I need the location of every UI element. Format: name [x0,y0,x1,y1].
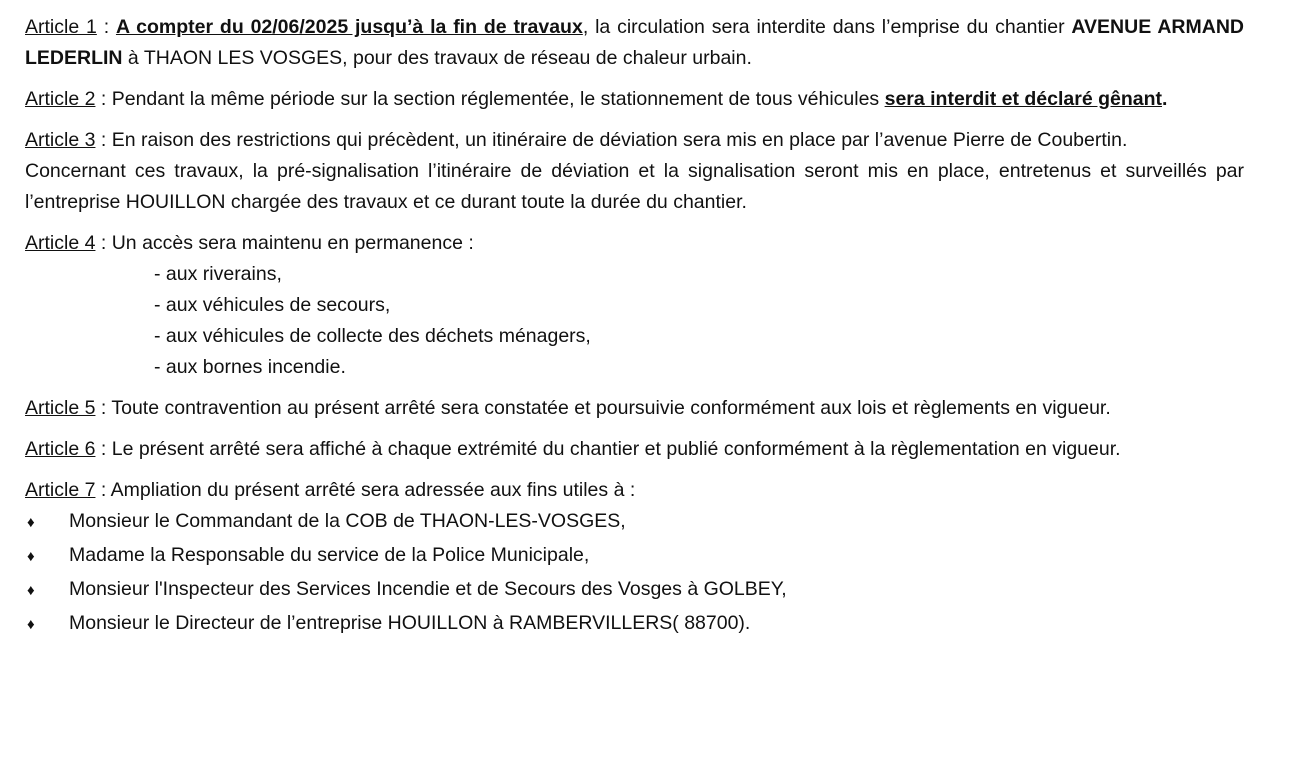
article-7-recipients-list [25,506,1244,642]
article-5: Article 5 : Toute contravention au présent arrêté sera constatée et poursuivie conformément aux lois et règlements en vigueur. [25,397,1111,419]
article-1-street: AVENUE ARMAND LEDERLIN [25,16,1244,69]
article-1-date-clause: A compter du 02/06/2025 jusqu’à la fin de travaux [115,16,583,38]
list-item: - aux bornes incendie. [154,356,346,378]
article-2-emphasis: sera interdit et déclaré gênant [884,88,1163,110]
article-3-paragraph-2: Concernant ces travaux, la pré-signalisation l’itinéraire de déviation et la signalisation seront mis en place, entretenus et surveillés par l’entreprise HOUILLON chargée des travaux et ce durant toute la durée du chantier. [25,160,1244,213]
article-4-access-list [25,259,1244,383]
article-3-paragraph-1: Article 3 : En raison des restrictions qui précèdent, un itinéraire de déviation sera mis en place par l’avenue Pierre de Coubertin. [25,129,1128,151]
list-item: ♦ Monsieur le Commandant de la COB de THAON-LES-VOSGES, [25,506,1244,540]
article-2-label: Article 2 [25,88,96,110]
article-7 [25,475,1244,642]
diamond-bullet-icon: ♦ [27,514,35,531]
list-item: - aux véhicules de secours, [154,294,391,316]
diamond-bullet-icon: ♦ [27,582,35,599]
article-4-label: Article 4 [25,232,96,254]
article-1-label: Article 1 [25,16,97,38]
article-1: Article 1 : A compter du 02/06/2025 jusqu’à la fin de travaux, la circulation sera interdite dans l’emprise du chantier AVENUE ARMAND LEDERLIN à THAON LES VOSGES, pour des travaux de réseau de chaleur urbain. [25,16,1244,69]
list-item: - aux riverains, [154,263,282,285]
article-7-intro: Article 7 : Ampliation du présent arrêté sera adressée aux fins utiles à : [25,479,636,501]
article-4-intro: Article 4 : Un accès sera maintenu en permanence : [25,232,474,254]
list-item: ♦ Monsieur le Directeur de l’entreprise HOUILLON à RAMBERVILLERS( 88700). [25,608,1244,642]
article-6: Article 6 : Le présent arrêté sera affiché à chaque extrémité du chantier et publié conformément à la règlementation en vigueur. [25,438,1121,460]
article-2: Article 2 : Pendant la même période sur la section réglementée, le stationnement de tous véhicules sera interdit et déclaré gênant. [25,88,1168,110]
article-3 [25,125,1244,218]
list-item: - aux véhicules de collecte des déchets ménagers, [154,325,591,347]
diamond-bullet-icon: ♦ [27,548,35,565]
list-item: ♦ Madame la Responsable du service de la Police Municipale, [25,540,1244,574]
article-7-label: Article 7 [25,479,96,501]
article-4 [25,228,1244,383]
article-3-label: Article 3 [25,129,96,151]
article-6-label: Article 6 [25,438,96,460]
list-item: ♦ Monsieur l'Inspecteur des Services Incendie et de Secours des Vosges à GOLBEY, [25,574,1244,608]
diamond-bullet-icon: ♦ [27,616,35,633]
article-5-label: Article 5 [25,397,96,419]
